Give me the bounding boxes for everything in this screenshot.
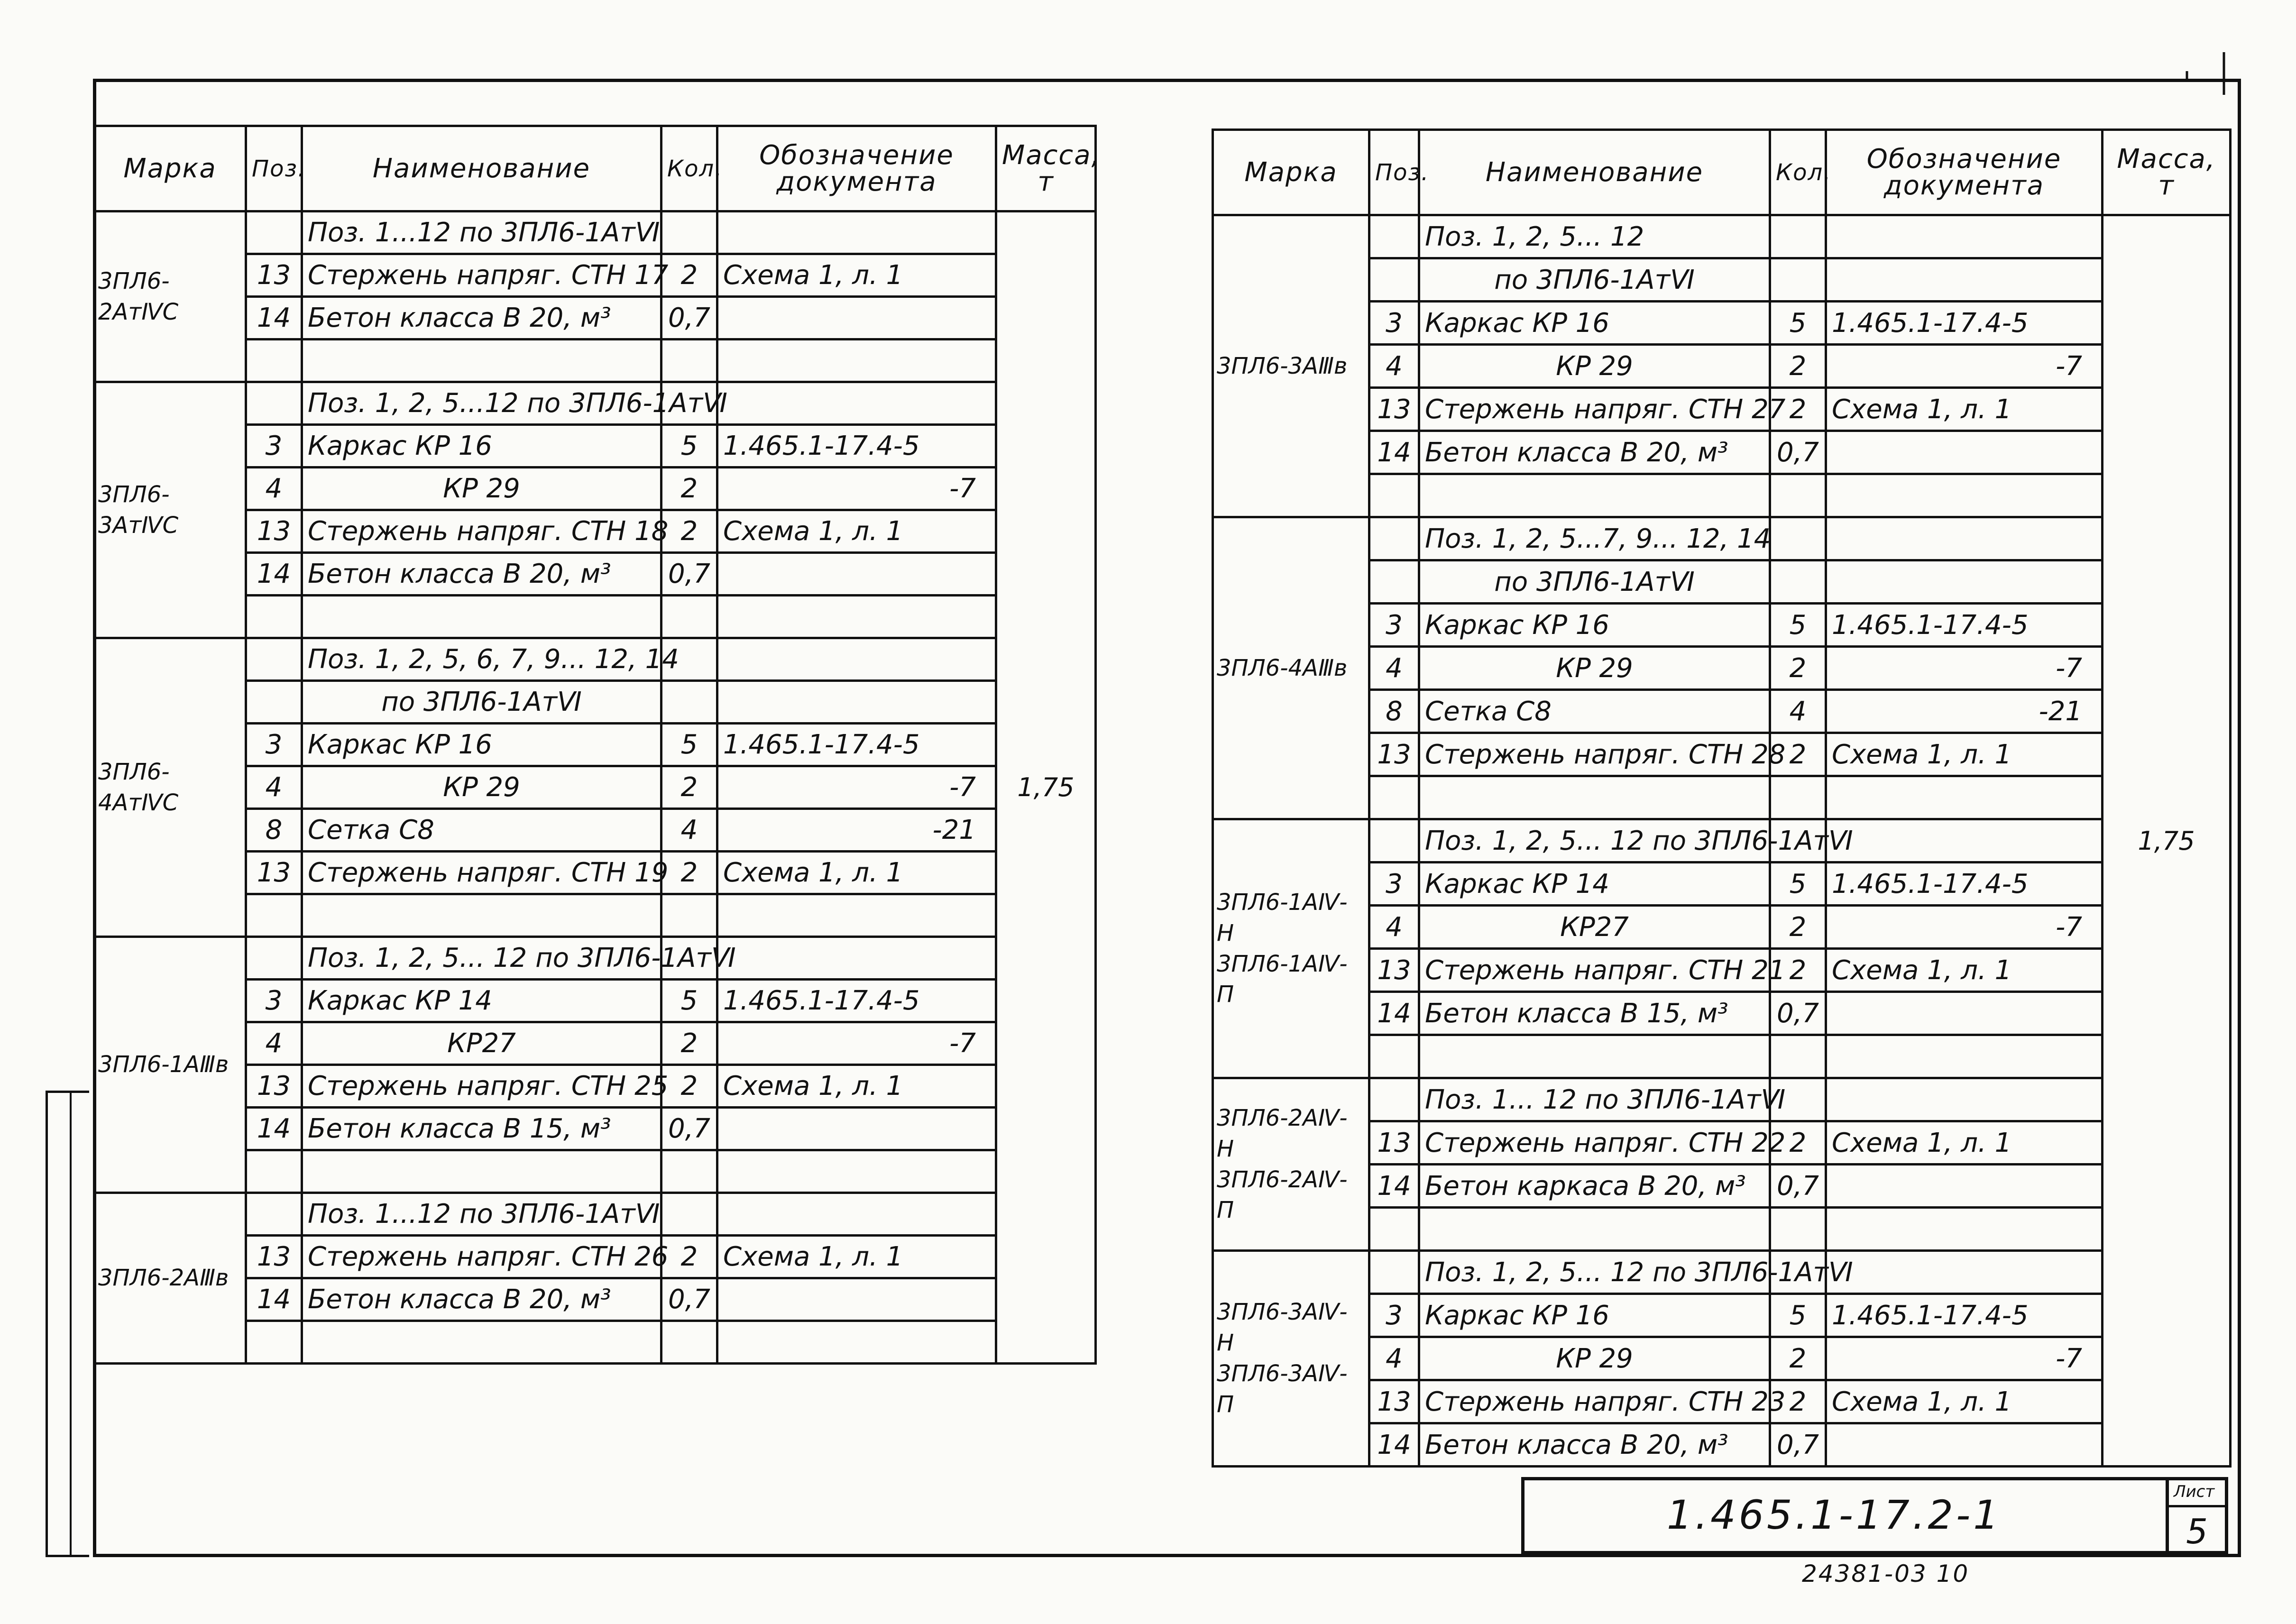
- pos-cell: 3: [246, 425, 302, 468]
- name-cell: Каркас КР 16: [302, 724, 661, 766]
- qty-cell: 2: [1770, 1380, 1826, 1423]
- qty-cell: [1770, 1208, 1826, 1251]
- side-stamp-strip: [46, 1091, 89, 1557]
- qty-cell: 2: [1770, 733, 1826, 776]
- doc-cell: 1.465.1-17.4-5: [717, 980, 996, 1022]
- pos-cell: 3: [1369, 302, 1419, 345]
- name-cell: Поз. 1, 2, 5... 12: [1419, 215, 1770, 258]
- doc-cell: -7: [717, 766, 996, 809]
- doc-cell: [1826, 1251, 2103, 1294]
- doc-cell: [1826, 776, 2103, 819]
- pos-cell: [246, 894, 302, 937]
- pos-cell: 3: [1369, 862, 1419, 906]
- header-qty: Кол.: [661, 126, 717, 211]
- header-qty: Кол.: [1770, 130, 1826, 215]
- side-stamp-divider: [70, 1093, 72, 1555]
- qty-cell: 4: [1770, 690, 1826, 733]
- pos-cell: [1369, 474, 1419, 517]
- table-row: [1213, 1251, 2231, 1294]
- name-cell: Поз. 1, 2, 5... 12 по 3ПЛ6-1АтⅥ: [302, 937, 661, 980]
- table-row: [1213, 517, 2231, 560]
- name-cell: Поз. 1, 2, 5...12 по 3ПЛ6-1АтⅥ: [302, 382, 661, 425]
- qty-cell: 5: [661, 425, 717, 468]
- qty-cell: 5: [661, 724, 717, 766]
- doc-cell: -21: [1826, 690, 2103, 733]
- qty-cell: [1770, 215, 1826, 258]
- doc-cell: Схема 1, л. 1: [717, 510, 996, 553]
- doc-cell: 1.465.1-17.4-5: [717, 425, 996, 468]
- name-cell: Бетон класса В 20, м³: [302, 297, 661, 339]
- pos-cell: 4: [246, 1022, 302, 1065]
- qty-cell: 2: [661, 1022, 717, 1065]
- qty-cell: 2: [1770, 388, 1826, 431]
- doc-cell: -7: [717, 1022, 996, 1065]
- qty-cell: [661, 211, 717, 254]
- qty-cell: 2: [661, 1065, 717, 1108]
- qty-cell: 5: [1770, 862, 1826, 906]
- name-cell: КР 29: [302, 766, 661, 809]
- pos-cell: 14: [1369, 992, 1419, 1035]
- name-cell: Стержень напряг. СТН 22: [1419, 1121, 1770, 1165]
- doc-cell: [717, 894, 996, 937]
- pos-cell: [246, 339, 302, 382]
- name-cell: Стержень напряг. СТН 21: [1419, 949, 1770, 992]
- pos-cell: 14: [246, 1278, 302, 1321]
- qty-cell: [661, 1193, 717, 1236]
- name-cell: Поз. 1...12 по 3ПЛ6-1АтⅥ: [302, 211, 661, 254]
- doc-cell: [717, 1150, 996, 1193]
- name-cell: Каркас КР 16: [302, 425, 661, 468]
- doc-cell: [1826, 1208, 2103, 1251]
- qty-cell: [1770, 560, 1826, 604]
- name-cell: [1419, 474, 1770, 517]
- qty-cell: [661, 1150, 717, 1193]
- name-cell: [302, 1321, 661, 1364]
- pos-cell: [246, 211, 302, 254]
- name-cell: Сетка С8: [1419, 690, 1770, 733]
- name-cell: Стержень напряг. СТН 23: [1419, 1380, 1770, 1423]
- pos-cell: 4: [1369, 345, 1419, 388]
- pos-cell: 13: [246, 1065, 302, 1108]
- name-cell: Стержень напряг. СТН 18: [302, 510, 661, 553]
- pos-cell: 14: [246, 553, 302, 596]
- mark-cell: 3ПЛ6-3АⅢв: [1213, 215, 1369, 517]
- name-cell: Каркас КР 16: [1419, 1294, 1770, 1337]
- doc-cell: Схема 1, л. 1: [717, 254, 996, 297]
- qty-cell: 2: [661, 468, 717, 510]
- pos-cell: 13: [246, 1236, 302, 1278]
- doc-cell: -7: [1826, 1337, 2103, 1380]
- header-doc: Обозначение документа: [1826, 130, 2103, 215]
- name-cell: Каркас КР 16: [1419, 604, 1770, 647]
- name-cell: КР 29: [1419, 647, 1770, 690]
- name-cell: Сетка С8: [302, 809, 661, 852]
- document-code: 1.465.1-17.2-1: [1667, 1492, 2002, 1538]
- qty-cell: 0,7: [661, 1278, 717, 1321]
- mark-cell: 3ПЛ6-4АⅢв: [1213, 517, 1369, 819]
- mark-cell: 3ПЛ6-1АⅣ-Н 3ПЛ6-1АⅣ-П: [1213, 819, 1369, 1078]
- doc-cell: -7: [1826, 906, 2103, 949]
- sheet-number: 5: [2186, 1512, 2208, 1551]
- qty-cell: [661, 1321, 717, 1364]
- doc-cell: Схема 1, л. 1: [717, 1065, 996, 1108]
- table-row: [94, 638, 1096, 681]
- header-pos: Поз.: [1369, 130, 1419, 215]
- title-block: [1521, 1477, 2228, 1554]
- doc-cell: [1826, 1423, 2103, 1467]
- doc-cell: [1826, 474, 2103, 517]
- doc-cell: [1826, 1078, 2103, 1121]
- qty-cell: [661, 681, 717, 724]
- mark-cell: 3ПЛ6-4АтⅣС: [94, 638, 246, 937]
- qty-cell: 2: [1770, 647, 1826, 690]
- pos-cell: 4: [1369, 1337, 1419, 1380]
- qty-cell: 2: [1770, 949, 1826, 992]
- table-row: [94, 1193, 1096, 1236]
- doc-cell: -7: [717, 468, 996, 510]
- qty-cell: 0,7: [661, 553, 717, 596]
- name-cell: КР27: [302, 1022, 661, 1065]
- qty-cell: 2: [1770, 345, 1826, 388]
- name-cell: Стержень напряг. СТН 19: [302, 852, 661, 894]
- doc-cell: Схема 1, л. 1: [1826, 949, 2103, 992]
- doc-cell: [1826, 992, 2103, 1035]
- doc-cell: -21: [717, 809, 996, 852]
- table-row: [94, 211, 1096, 254]
- qty-cell: 5: [661, 980, 717, 1022]
- name-cell: Поз. 1, 2, 5, 6, 7, 9... 12, 14: [302, 638, 661, 681]
- name-cell: Поз. 1... 12 по 3ПЛ6-1АтⅥ: [1419, 1078, 1770, 1121]
- pos-cell: [246, 638, 302, 681]
- name-cell: Стержень напряг. СТН 26: [302, 1236, 661, 1278]
- pos-cell: [1369, 1251, 1419, 1294]
- header-doc: Обозначение документа: [717, 126, 996, 211]
- mark-cell: 3ПЛ6-2АⅣ-Н 3ПЛ6-2АⅣ-П: [1213, 1078, 1369, 1251]
- qty-cell: 0,7: [661, 297, 717, 339]
- table-row: [94, 382, 1096, 425]
- table-header-row: [1213, 130, 2231, 215]
- qty-cell: [1770, 776, 1826, 819]
- name-cell: Бетон класса В 20, м³: [302, 1278, 661, 1321]
- qty-cell: 2: [1770, 1121, 1826, 1165]
- pos-cell: [246, 382, 302, 425]
- pos-cell: [246, 937, 302, 980]
- pos-cell: 3: [246, 724, 302, 766]
- name-cell: Стержень напряг. СТН 17: [302, 254, 661, 297]
- name-cell: Каркас КР 16: [1419, 302, 1770, 345]
- doc-cell: [1826, 431, 2103, 474]
- doc-cell: Схема 1, л. 1: [717, 1236, 996, 1278]
- name-cell: [302, 339, 661, 382]
- qty-cell: 2: [661, 1236, 717, 1278]
- name-cell: Бетон класса В 15, м³: [1419, 992, 1770, 1035]
- mark-cell: 3ПЛ6-3АⅣ-Н 3ПЛ6-3АⅣ-П: [1213, 1251, 1369, 1467]
- name-cell: КР 29: [1419, 345, 1770, 388]
- header-mark: Марка: [94, 126, 246, 211]
- pos-cell: 13: [246, 254, 302, 297]
- pos-cell: [1369, 1208, 1419, 1251]
- table-header-row: [94, 126, 1096, 211]
- qty-cell: 2: [1770, 906, 1826, 949]
- qty-cell: [1770, 474, 1826, 517]
- pos-cell: [246, 1193, 302, 1236]
- qty-cell: 5: [1770, 1294, 1826, 1337]
- doc-cell: Схема 1, л. 1: [1826, 388, 2103, 431]
- name-cell: Каркас КР 14: [302, 980, 661, 1022]
- pos-cell: 3: [1369, 1294, 1419, 1337]
- doc-cell: -7: [1826, 647, 2103, 690]
- name-cell: Бетон класса В 20, м³: [1419, 431, 1770, 474]
- name-cell: [302, 596, 661, 638]
- header-mass: Масса, т: [2103, 130, 2231, 215]
- doc-cell: Схема 1, л. 1: [717, 852, 996, 894]
- qty-cell: 0,7: [1770, 1165, 1826, 1208]
- sheet-cell-divider: [2169, 1505, 2225, 1507]
- name-cell: КР27: [1419, 906, 1770, 949]
- qty-cell: 0,7: [661, 1108, 717, 1150]
- name-cell: [302, 894, 661, 937]
- mark-cell: 3ПЛ6-3АтⅣС: [94, 382, 246, 638]
- pos-cell: 14: [1369, 1423, 1419, 1467]
- pos-cell: 4: [246, 468, 302, 510]
- pos-cell: 8: [1369, 690, 1419, 733]
- pos-cell: 13: [1369, 1380, 1419, 1423]
- inventory-number: 24381-03 10: [1802, 1560, 1970, 1587]
- name-cell: Стержень напряг. СТН 25: [302, 1065, 661, 1108]
- qty-cell: 2: [661, 254, 717, 297]
- doc-cell: [717, 1193, 996, 1236]
- header-name: Наименование: [302, 126, 661, 211]
- mark-cell: 3ПЛ6-2АⅢв: [94, 1193, 246, 1364]
- table-row: [1213, 819, 2231, 862]
- table-body: [94, 211, 1096, 1364]
- name-cell: Каркас КР 14: [1419, 862, 1770, 906]
- name-cell: Поз. 1, 2, 5...7, 9... 12, 14: [1419, 517, 1770, 560]
- qty-cell: 2: [661, 766, 717, 809]
- pos-cell: 14: [1369, 1165, 1419, 1208]
- pos-cell: 8: [246, 809, 302, 852]
- pos-cell: 14: [1369, 431, 1419, 474]
- doc-cell: [1826, 819, 2103, 862]
- doc-cell: [1826, 1035, 2103, 1078]
- doc-cell: [717, 1108, 996, 1150]
- pos-cell: 13: [1369, 949, 1419, 992]
- sheet-label: Лист: [2174, 1482, 2215, 1501]
- pos-cell: 4: [246, 766, 302, 809]
- qty-cell: [1770, 517, 1826, 560]
- header-name: Наименование: [1419, 130, 1770, 215]
- doc-cell: Схема 1, л. 1: [1826, 1121, 2103, 1165]
- doc-cell: [1826, 258, 2103, 302]
- qty-cell: 0,7: [1770, 992, 1826, 1035]
- pos-cell: 13: [1369, 1121, 1419, 1165]
- doc-cell: -7: [1826, 345, 2103, 388]
- doc-cell: Схема 1, л. 1: [1826, 1380, 2103, 1423]
- header-pos: Поз.: [246, 126, 302, 211]
- doc-cell: 1.465.1-17.4-5: [717, 724, 996, 766]
- doc-cell: [717, 1321, 996, 1364]
- name-cell: Бетон класса В 20, м³: [302, 553, 661, 596]
- qty-cell: 5: [1770, 604, 1826, 647]
- pos-cell: [1369, 1035, 1419, 1078]
- qty-cell: [661, 339, 717, 382]
- pos-cell: 13: [246, 852, 302, 894]
- pos-cell: [1369, 819, 1419, 862]
- pos-cell: 13: [246, 510, 302, 553]
- name-cell: КР 29: [1419, 1337, 1770, 1380]
- pos-cell: 4: [1369, 647, 1419, 690]
- pos-cell: 13: [1369, 388, 1419, 431]
- name-cell: КР 29: [302, 468, 661, 510]
- qty-cell: [1770, 1035, 1826, 1078]
- pos-cell: 14: [246, 1108, 302, 1150]
- specification-table-left: [93, 125, 1101, 1365]
- qty-cell: 5: [1770, 302, 1826, 345]
- header-mass: Масса, т: [996, 126, 1096, 211]
- qty-cell: [1770, 258, 1826, 302]
- doc-cell: [717, 382, 996, 425]
- doc-cell: [1826, 560, 2103, 604]
- name-cell: Поз. 1, 2, 5... 12 по 3ПЛ6-1АтⅥ: [1419, 819, 1770, 862]
- pos-cell: [1369, 517, 1419, 560]
- doc-cell: 1.465.1-17.4-5: [1826, 604, 2103, 647]
- doc-cell: [717, 638, 996, 681]
- qty-cell: 2: [661, 852, 717, 894]
- name-cell: Стержень напряг. СТН 27: [1419, 388, 1770, 431]
- doc-cell: [717, 297, 996, 339]
- qty-cell: [661, 894, 717, 937]
- name-cell: Стержень напряг. СТН 28: [1419, 733, 1770, 776]
- doc-cell: [717, 553, 996, 596]
- pos-cell: 3: [1369, 604, 1419, 647]
- name-cell: по 3ПЛ6-1АтⅥ: [1419, 258, 1770, 302]
- qty-cell: 4: [661, 809, 717, 852]
- doc-cell: [1826, 215, 2103, 258]
- doc-cell: [1826, 1165, 2103, 1208]
- doc-cell: [717, 937, 996, 980]
- pos-cell: [1369, 215, 1419, 258]
- specification-table-right: [1212, 128, 2232, 1468]
- name-cell: Бетон класса В 15, м³: [302, 1108, 661, 1150]
- pos-cell: 13: [1369, 733, 1419, 776]
- pos-cell: 3: [246, 980, 302, 1022]
- table-body: [1213, 215, 2231, 1467]
- pos-cell: [1369, 560, 1419, 604]
- name-cell: [1419, 1208, 1770, 1251]
- doc-cell: Схема 1, л. 1: [1826, 733, 2103, 776]
- doc-cell: [717, 211, 996, 254]
- qty-cell: 2: [661, 510, 717, 553]
- name-cell: Поз. 1...12 по 3ПЛ6-1АтⅥ: [302, 1193, 661, 1236]
- pos-cell: [246, 596, 302, 638]
- pos-cell: [246, 681, 302, 724]
- pos-cell: [1369, 258, 1419, 302]
- pos-cell: [246, 1321, 302, 1364]
- name-cell: [1419, 776, 1770, 819]
- corner-mark-icon: [2181, 43, 2233, 95]
- mass-cell: 1,75: [2103, 215, 2231, 1467]
- name-cell: Поз. 1, 2, 5... 12 по 3ПЛ6-1АтⅥ: [1419, 1251, 1770, 1294]
- doc-cell: [717, 1278, 996, 1321]
- mass-cell: 1,75: [996, 211, 1096, 1364]
- name-cell: по 3ПЛ6-1АтⅥ: [1419, 560, 1770, 604]
- sheet-number-cell: [2166, 1480, 2225, 1551]
- doc-cell: 1.465.1-17.4-5: [1826, 862, 2103, 906]
- doc-cell: 1.465.1-17.4-5: [1826, 302, 2103, 345]
- doc-cell: [717, 596, 996, 638]
- name-cell: [302, 1150, 661, 1193]
- pos-cell: 14: [246, 297, 302, 339]
- pos-cell: 4: [1369, 906, 1419, 949]
- doc-cell: [1826, 517, 2103, 560]
- qty-cell: 2: [1770, 1337, 1826, 1380]
- qty-cell: [661, 596, 717, 638]
- doc-cell: [717, 339, 996, 382]
- name-cell: по 3ПЛ6-1АтⅥ: [302, 681, 661, 724]
- header-mark: Марка: [1213, 130, 1369, 215]
- qty-cell: 0,7: [1770, 431, 1826, 474]
- qty-cell: 0,7: [1770, 1423, 1826, 1467]
- table-row: [1213, 1078, 2231, 1121]
- pos-cell: [246, 1150, 302, 1193]
- name-cell: [1419, 1035, 1770, 1078]
- pos-cell: [1369, 776, 1419, 819]
- table-row: [94, 937, 1096, 980]
- doc-cell: 1.465.1-17.4-5: [1826, 1294, 2103, 1337]
- mark-cell: 3ПЛ6-2АтⅣС: [94, 211, 246, 382]
- mark-cell: 3ПЛ6-1АⅢв: [94, 937, 246, 1193]
- name-cell: Бетон каркаса В 20, м³: [1419, 1165, 1770, 1208]
- pos-cell: [1369, 1078, 1419, 1121]
- table-row: [1213, 215, 2231, 258]
- name-cell: Бетон класса В 20, м³: [1419, 1423, 1770, 1467]
- doc-cell: [717, 681, 996, 724]
